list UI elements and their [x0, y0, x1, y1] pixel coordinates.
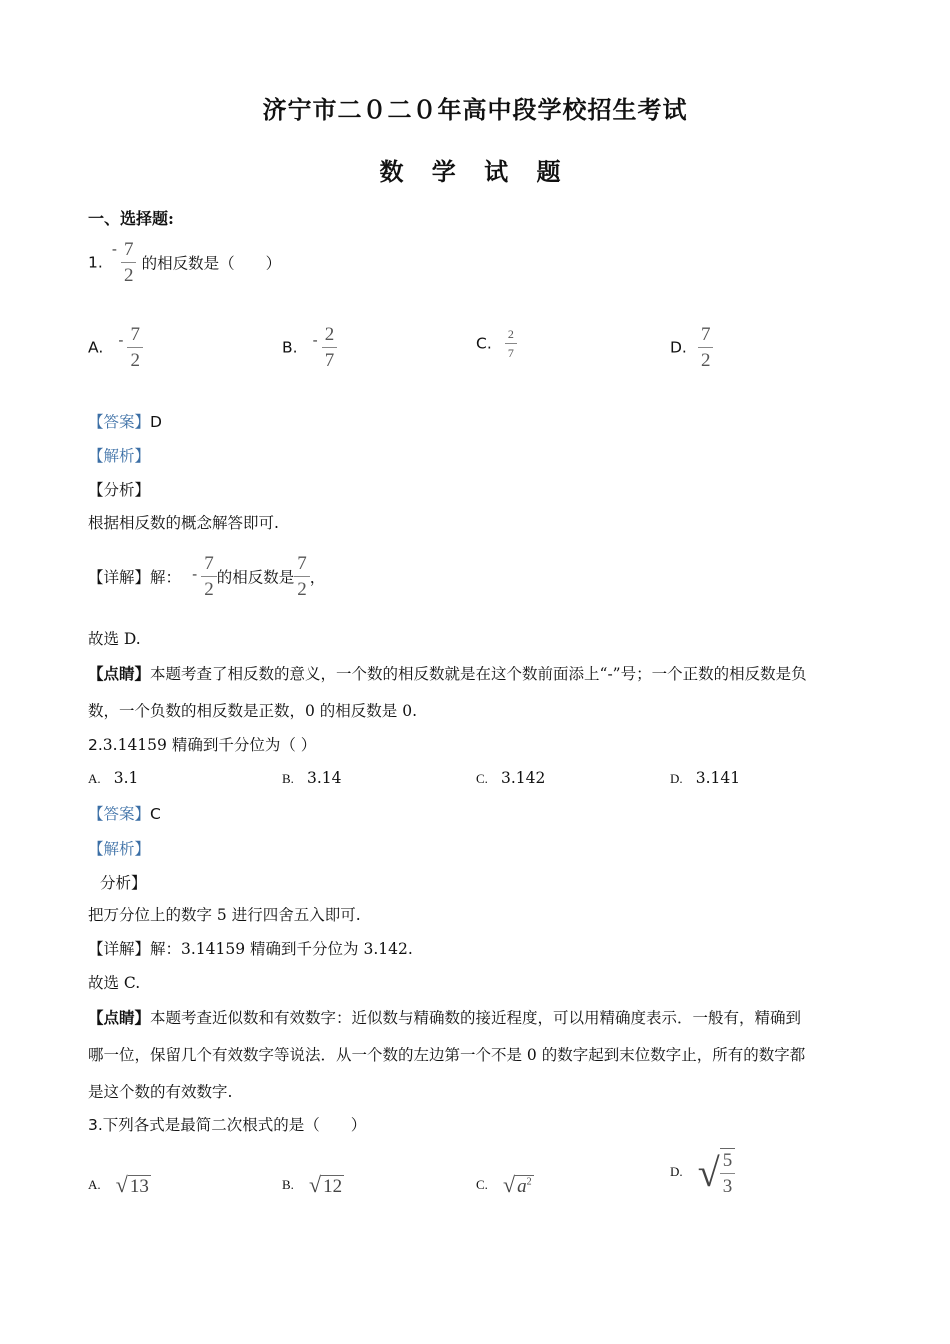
numerator: 7: [121, 240, 137, 263]
variable: a: [517, 1176, 527, 1197]
q2-comment-line-3: 是这个数的有效数字.: [88, 1083, 233, 1101]
detail-tag: 【详解】解：: [88, 568, 182, 587]
fraction: [698, 325, 714, 370]
option-value: 3.142: [501, 769, 546, 787]
fraction: [720, 1148, 736, 1196]
question-number: 2.: [88, 736, 103, 754]
numerator: 2: [505, 328, 517, 344]
numerator: 7: [201, 554, 217, 577]
q1-detail: [88, 554, 325, 599]
minus-sign: -: [118, 330, 124, 349]
q3-option-d: [670, 1148, 735, 1196]
numerator: 7: [698, 325, 714, 348]
q1-conclusion: 故选 D.: [88, 630, 141, 648]
minus-sign: -: [111, 239, 117, 258]
q2-fenxi-text: 把万分位上的数字 5 进行四舍五入即可.: [88, 906, 361, 924]
fraction: [121, 240, 137, 285]
detail-text: 解：3.14159 精确到千分位为 3.142.: [150, 940, 413, 958]
numerator: 7: [294, 554, 310, 577]
question-2-stem: [88, 733, 316, 755]
fraction: [322, 325, 338, 370]
option-label: B.: [282, 1177, 294, 1192]
radical-sign-icon: √: [309, 1172, 322, 1197]
q2-conclusion: 故选 C.: [88, 974, 141, 992]
q1-option-a: [88, 325, 143, 370]
fraction: [505, 328, 517, 359]
radicand: 12: [323, 1176, 343, 1197]
option-label: A.: [88, 338, 104, 357]
q3-option-b: [282, 1172, 344, 1198]
question-number: 3.: [88, 1116, 103, 1134]
minus-sign: -: [312, 330, 318, 349]
option-label: C.: [476, 771, 488, 786]
q1-option-d: [670, 325, 713, 370]
denominator: 2: [123, 265, 134, 286]
q1-comment-line-2: 数，一个负数的相反数是正数，0 的相反数是 0.: [88, 702, 418, 720]
q1-comment-line-1: [88, 662, 807, 684]
radical-sign-icon: √: [503, 1172, 516, 1197]
q2-option-d: [670, 768, 740, 787]
answer-value: C: [150, 805, 161, 823]
option-label: A.: [88, 771, 101, 786]
q2-option-c: [476, 768, 545, 787]
exam-subtitle: 数 学 试 题: [379, 157, 571, 186]
numerator: 5: [720, 1151, 736, 1174]
denominator: 2: [130, 350, 140, 371]
question-3-stem: [88, 1113, 366, 1135]
denominator: 2: [297, 579, 307, 600]
detail-end: ，: [309, 568, 326, 587]
comment-text: 本题考查近似数和有效数字：近似数与精确数的接近程度，可以用精确度表示．一般有，精确到: [150, 1009, 802, 1027]
square-root: [503, 1172, 534, 1197]
q1-option-c: [476, 328, 517, 359]
option-value: 3.1: [113, 769, 139, 787]
comment-tag: 【点睛】: [88, 1008, 151, 1027]
option-value: 3.14: [307, 769, 342, 787]
option-value: 3.141: [695, 769, 741, 787]
q3-option-a: [88, 1172, 151, 1198]
denominator: 3: [722, 1176, 733, 1197]
answer-value: D: [150, 413, 162, 431]
radical-sign-icon: √: [115, 1172, 128, 1197]
q2-answer: [88, 802, 161, 824]
q2-comment-line-2: 哪一位，保留几个有效数字等说法．从一个数的左边第一个不是 0 的数字起到末位数字止，所有的数字都: [88, 1046, 806, 1064]
radical-sign-icon: √: [697, 1149, 720, 1195]
option-label: D.: [670, 1164, 683, 1179]
radicand: [515, 1175, 534, 1197]
denominator: 2: [204, 579, 214, 600]
q2-option-b: [282, 768, 342, 787]
denominator: 7: [324, 350, 335, 371]
square-root: [698, 1148, 735, 1196]
detail-tag: 【详解】: [88, 940, 151, 958]
option-label: C.: [476, 334, 492, 353]
q2-option-a: [88, 768, 138, 787]
fraction: [294, 554, 310, 599]
q1-option-b: [282, 325, 337, 370]
numerator: 2: [322, 325, 338, 348]
fraction: [127, 325, 143, 370]
denominator: 2: [700, 350, 711, 371]
minus-sign: -: [192, 564, 198, 583]
option-label: D.: [670, 771, 683, 786]
radicand: 13: [129, 1176, 149, 1197]
section-heading: 一、选择题:: [88, 209, 174, 228]
answer-tag: 【答案】: [88, 805, 151, 823]
q1-fenxi-tag: 【分析】: [88, 481, 151, 499]
option-label: B.: [282, 771, 294, 786]
option-label: A.: [88, 1177, 101, 1192]
q3-option-c: [476, 1172, 534, 1198]
q2-fenxi-tag: 分析】: [100, 874, 147, 892]
question-number: 1.: [88, 253, 103, 272]
q2-comment-line-1: [88, 1006, 801, 1028]
exam-title: 济宁市二０二０年高中段学校招生考试: [262, 95, 688, 124]
fraction: [201, 554, 217, 599]
denominator: 7: [507, 346, 514, 360]
q1-fenxi-text: 根据相反数的概念解答即可.: [88, 514, 279, 532]
comment-text: 本题考查了相反数的意义，一个数的相反数就是在这个数前面添上“-”号；一个正数的相反数是负: [150, 665, 807, 683]
q2-analysis-tag: 【解析】: [88, 840, 151, 858]
stem-text: 下列各式是最简二次根式的是（ ）: [102, 1116, 367, 1134]
square-root: [115, 1172, 151, 1197]
exponent: 2: [526, 1176, 532, 1188]
option-label: B.: [282, 338, 298, 357]
question-1-stem: [88, 240, 281, 285]
option-label: C.: [476, 1177, 488, 1192]
comment-tag: 【点睛】: [88, 664, 151, 683]
numerator: 7: [127, 325, 143, 348]
answer-tag: 【答案】: [88, 413, 151, 431]
square-root: [309, 1172, 344, 1197]
q2-detail: [88, 937, 413, 959]
option-label: D.: [670, 338, 687, 357]
q1-analysis-tag: 【解析】: [88, 447, 151, 465]
stem-text: 3.14159 精确到千分位为（ ）: [102, 736, 317, 754]
detail-mid: 的相反数是: [216, 568, 295, 587]
q1-answer: [88, 410, 162, 432]
stem-text: 的相反数是（ ）: [141, 254, 282, 273]
